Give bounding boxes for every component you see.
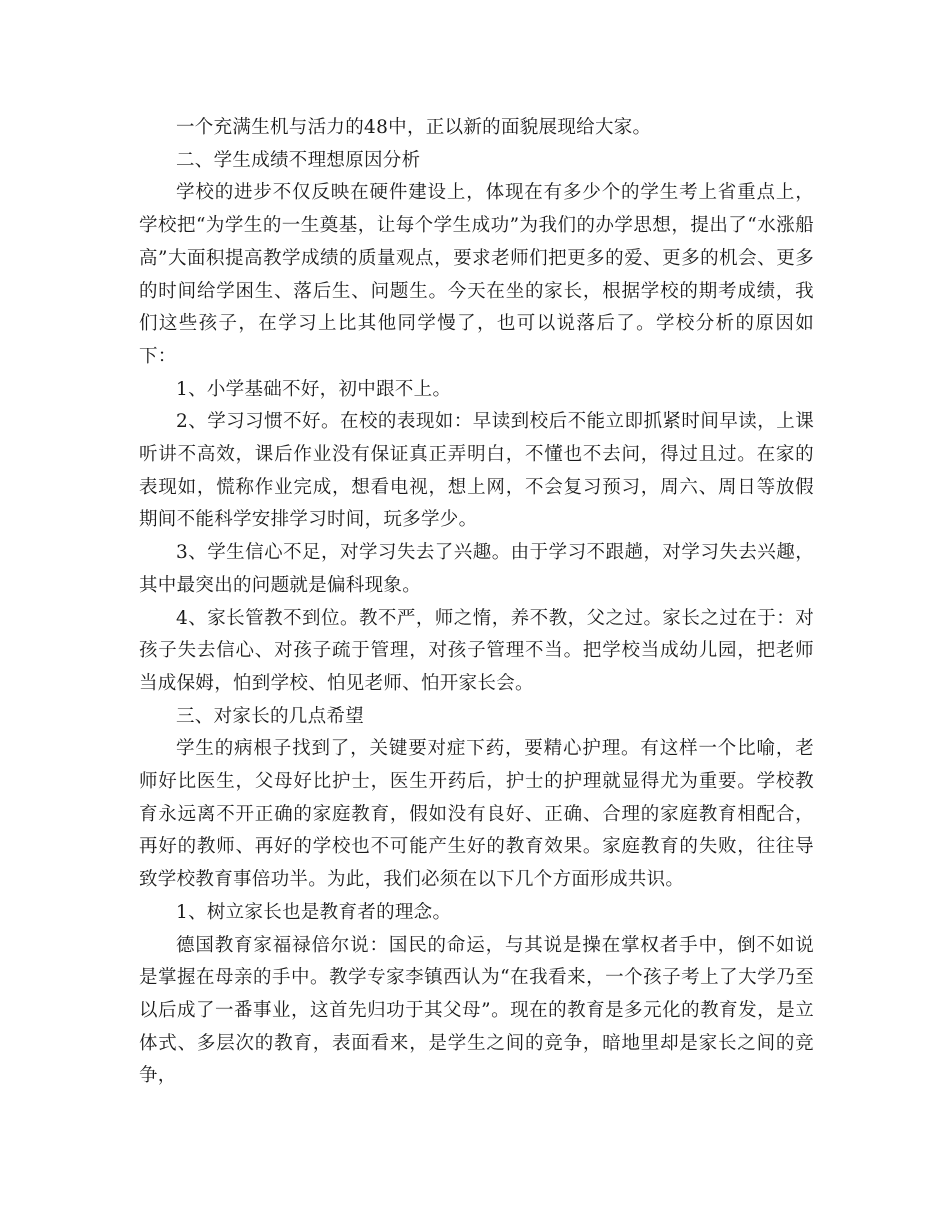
paragraph-froebel-quote: 德国教育家福禄倍尔说：国民的命运，与其说是操在掌权者手中，倒不如说是掌握在母亲的手中。教学专家李镇西认为“在我看来，一个孩子考上了大学乃至以后成了一番事业，这首先归功于其父母”。现在的教育是多元化的教育发，是立体式、多层次的教育，表面看来，是学生之间的竞争，暗地里却是家长之间的竞争， (139, 934, 814, 1087)
document-page (139, 112, 814, 1093)
paragraph-school-progress: 学校的进步不仅反映在硬件建设上，体现在有多少个的学生考上省重点上，学校把“为学生的一生奠基，让每个学生成功”为我们的办学思想，提出了“水涨船高”大面积提高教学成绩的质量观点，要求老师们把更多的爱、更多的机会、更多的时间给学困生、落后生、问题生。今天在坐的家长，根据学校的期考成绩，我们这些孩子，在学习上比其他同学慢了，也可以说落后了。学校分析的原因如下： (139, 182, 814, 367)
list-item-reason-4: 4、家长管教不到位。教不严，师之惰，养不教，父之过。家长之过在于：对孩子失去信心、对孩子疏于管理，对孩子管理不当。把学校当成幼儿园，把老师当成保姆，怕到学校、怕见老师、怕开家长会。 (139, 607, 814, 694)
list-item-hope-1: 1、树立家长也是教育者的理念。 (176, 901, 452, 923)
heading-section-3: 三、对家长的几点希望 (176, 705, 365, 727)
list-item-reason-2: 2、学习习惯不好。在校的表现如：早读到校后不能立即抓紧时间早读，上课听讲不高效，课后作业没有保证真正弄明白，不懂也不去问，得过且过。在家的表现如，慌称作业完成，想看电视，想上网，不会复习预习，周六、周日等放假期间不能科学安排学习时间，玩多学少。 (139, 411, 814, 531)
paragraph-intro-48: 一个充满生机与活力的48中，正以新的面貌展现给大家。 (176, 117, 652, 138)
heading-section-2: 二、学生成绩不理想原因分析 (176, 149, 421, 171)
paragraph-diagnosis: 学生的病根子找到了，关键要对症下药，要精心护理。有这样一个比喻，老师好比医生，父母好比护士，医生开药后，护士的护理就显得尤为重要。学校教育永远离不开正确的家庭教育，假如没有良好、正确、合理的家庭教育相配合，再好的教师、再好的学校也不可能产生好的教育效果。家庭教育的失败，往往导致学校教育事倍功半。为此，我们必须在以下几个方面形成共识。 (139, 738, 814, 891)
list-item-reason-3: 3、学生信心不足，对学习失去了兴趣。由于学习不跟趟，对学习失去兴趣，其中最突出的问题就是偏科现象。 (139, 542, 814, 596)
list-item-reason-1: 1、小学基础不好，初中跟不上。 (176, 378, 452, 400)
